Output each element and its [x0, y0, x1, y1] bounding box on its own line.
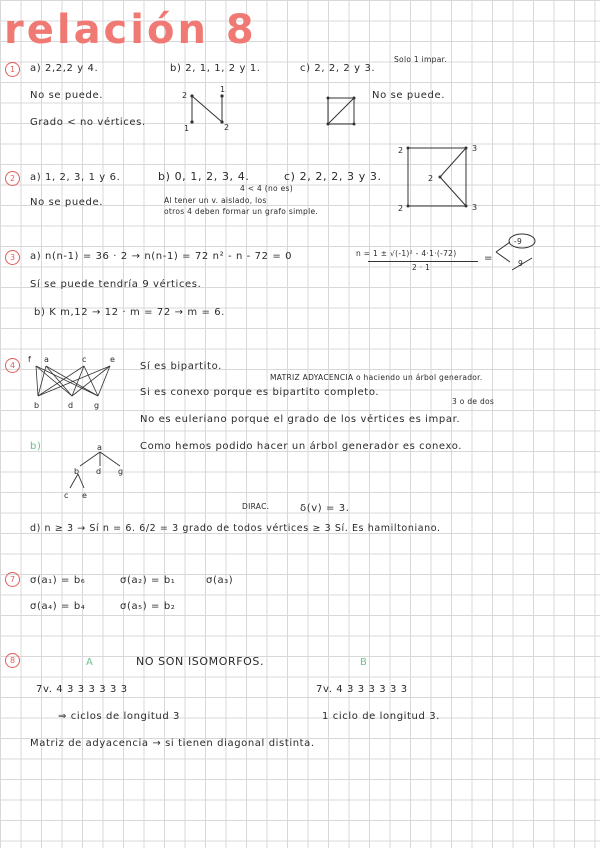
s7-row1-2: σ(a₃)	[206, 575, 234, 586]
s4-b-text: Como hemos podido hacer un árbol generador es conexo.	[140, 441, 463, 452]
s2-g-label-4: 3	[472, 203, 478, 212]
s8-right-cycles: 1 ciclo de longitud 3.	[322, 711, 440, 722]
s3-item-b: b) K m,12 → 12 · m = 72 → m = 6.	[34, 307, 225, 318]
s4-bottom-label-0: b	[34, 401, 40, 410]
s2-item-b: b) 0, 1, 2, 3, 4.	[158, 170, 250, 183]
s4-matriz-note: MATRIZ ADYACENCIA o haciendo un árbol generador.	[270, 373, 483, 382]
s3-formula-eq: =	[484, 253, 493, 264]
s1-item-c: c) 2, 2, 2 y 3.	[300, 63, 376, 74]
s4-tree-label-4: c	[64, 491, 69, 500]
s4-tree-label-0: a	[97, 443, 102, 452]
s8-label-a: A	[86, 657, 94, 668]
section-number-2: 2	[5, 171, 20, 186]
s4-delta: δ(v) = 3.	[300, 503, 350, 514]
s3-item-a: a) n(n-1) = 36 · 2 → n(n-1) = 72 n² - n - 72 = 0	[30, 251, 293, 262]
s3-formula-top: n = 1 ± √(-1)² - 4·1·(-72)	[356, 249, 457, 258]
s1-item-b: b) 2, 1, 1, 2 y 1.	[170, 63, 261, 74]
s8-label-b: B	[360, 657, 368, 668]
s2-b-note: 4 < 4 (no es)	[240, 184, 293, 193]
s4-bipartite-graph	[26, 352, 136, 416]
s1-graph-b	[180, 86, 240, 136]
s3-fraction-bar	[368, 261, 478, 262]
s3-formula-bottom: 2 · 1	[412, 263, 431, 272]
s4-top-label-0: f	[28, 355, 31, 364]
section-number-8: 8	[5, 653, 20, 668]
s4-conexo: Si es conexo porque es bipartito completo.	[140, 387, 380, 398]
s8-matriz: Matriz de adyacencia → si tienen diagonal distinta.	[30, 738, 315, 749]
s1-item-a: a) 2,2,2 y 4.	[30, 63, 99, 74]
s2-al-tener-2: otros 4 deben formar un grafo simple.	[164, 207, 319, 216]
s2-item-c: c) 2, 2, 2, 3 y 3.	[284, 170, 382, 183]
section-number-1: 1	[5, 62, 20, 77]
s2-g-label-3: 2	[398, 204, 404, 213]
s4-bottom-label-1: d	[68, 401, 74, 410]
page-title: relación 8	[4, 7, 257, 53]
s4-no-euleriano: No es euleriano porque el grado de los vértices es impar.	[140, 414, 461, 425]
s8-left-cycles: ⇒ ciclos de longitud 3	[58, 711, 181, 722]
s4-si-bipartito: Sí es bipartito.	[140, 361, 222, 372]
s4-dirac: DIRAC.	[242, 502, 270, 511]
s4-tree-label-1: b	[74, 467, 80, 476]
s8-right-seq: 7v. 4 3 3 3 3 3 3	[316, 684, 408, 695]
s2-g-label-1: 3	[472, 144, 478, 153]
s2-item-a: a) 1, 2, 3, 1 y 6.	[30, 172, 121, 183]
s8-left-seq: 7v. 4 3 3 3 3 3 3	[36, 684, 128, 695]
s8-heading: NO SON ISOMORFOS.	[136, 655, 265, 668]
s1-no-se-puede: No se puede.	[30, 90, 104, 101]
s4-tree-label-5: e	[82, 491, 87, 500]
s2-no-se-puede: No se puede.	[30, 197, 104, 208]
s1-gb-label-2: 1	[184, 124, 190, 133]
s4-tree-label-2: d	[96, 467, 102, 476]
section-number-7: 7	[5, 572, 20, 587]
s3-si-se-puede: Sí se puede tendría 9 vértices.	[30, 279, 202, 290]
s2-graph-c	[396, 140, 496, 218]
s1-c-no-se-puede: No se puede.	[372, 90, 446, 101]
s2-al-tener-1: Al tener un v. aislado, los	[164, 196, 267, 205]
section-number-4: 4	[5, 358, 20, 373]
s2-g-label-0: 2	[398, 146, 404, 155]
s4-bottom-label-2: g	[94, 401, 100, 410]
s7-row1-0: σ(a₁) = b₆	[30, 575, 86, 586]
s4-b-label: b)	[30, 441, 42, 452]
s1-gb-label-0: 2	[182, 91, 188, 100]
s4-item-d: d) n ≥ 3 → Sí n = 6. 6/2 = 3 grado de todos vértices ≥ 3 Sí. Es hamiltoniano.	[30, 523, 441, 534]
s4-spanning-tree	[58, 440, 138, 504]
s2-g-label-2: 2	[428, 174, 434, 183]
s1-c-note: Solo 1 impar.	[394, 55, 447, 64]
section-number-3: 3	[5, 250, 20, 265]
s7-row2-0: σ(a₄) = b₄	[30, 601, 86, 612]
s7-row1-1: σ(a₂) = b₁	[120, 575, 176, 586]
s4-dos-note: 3 o de dos	[452, 397, 495, 406]
s4-tree-label-3: g	[118, 467, 124, 476]
s1-graph-c	[322, 92, 362, 132]
s7-row2-1: σ(a₅) = b₂	[120, 601, 176, 612]
s1-gb-label-3: 2	[224, 123, 230, 132]
s3-root-2: 9	[518, 259, 524, 268]
s1-gb-label-1: 1	[220, 85, 226, 94]
s4-top-label-2: c	[82, 355, 87, 364]
s4-top-label-1: a	[44, 355, 49, 364]
s1-grado: Grado < no vértices.	[30, 117, 146, 128]
s4-top-label-3: e	[110, 355, 115, 364]
s3-root-1: -9	[514, 237, 523, 246]
